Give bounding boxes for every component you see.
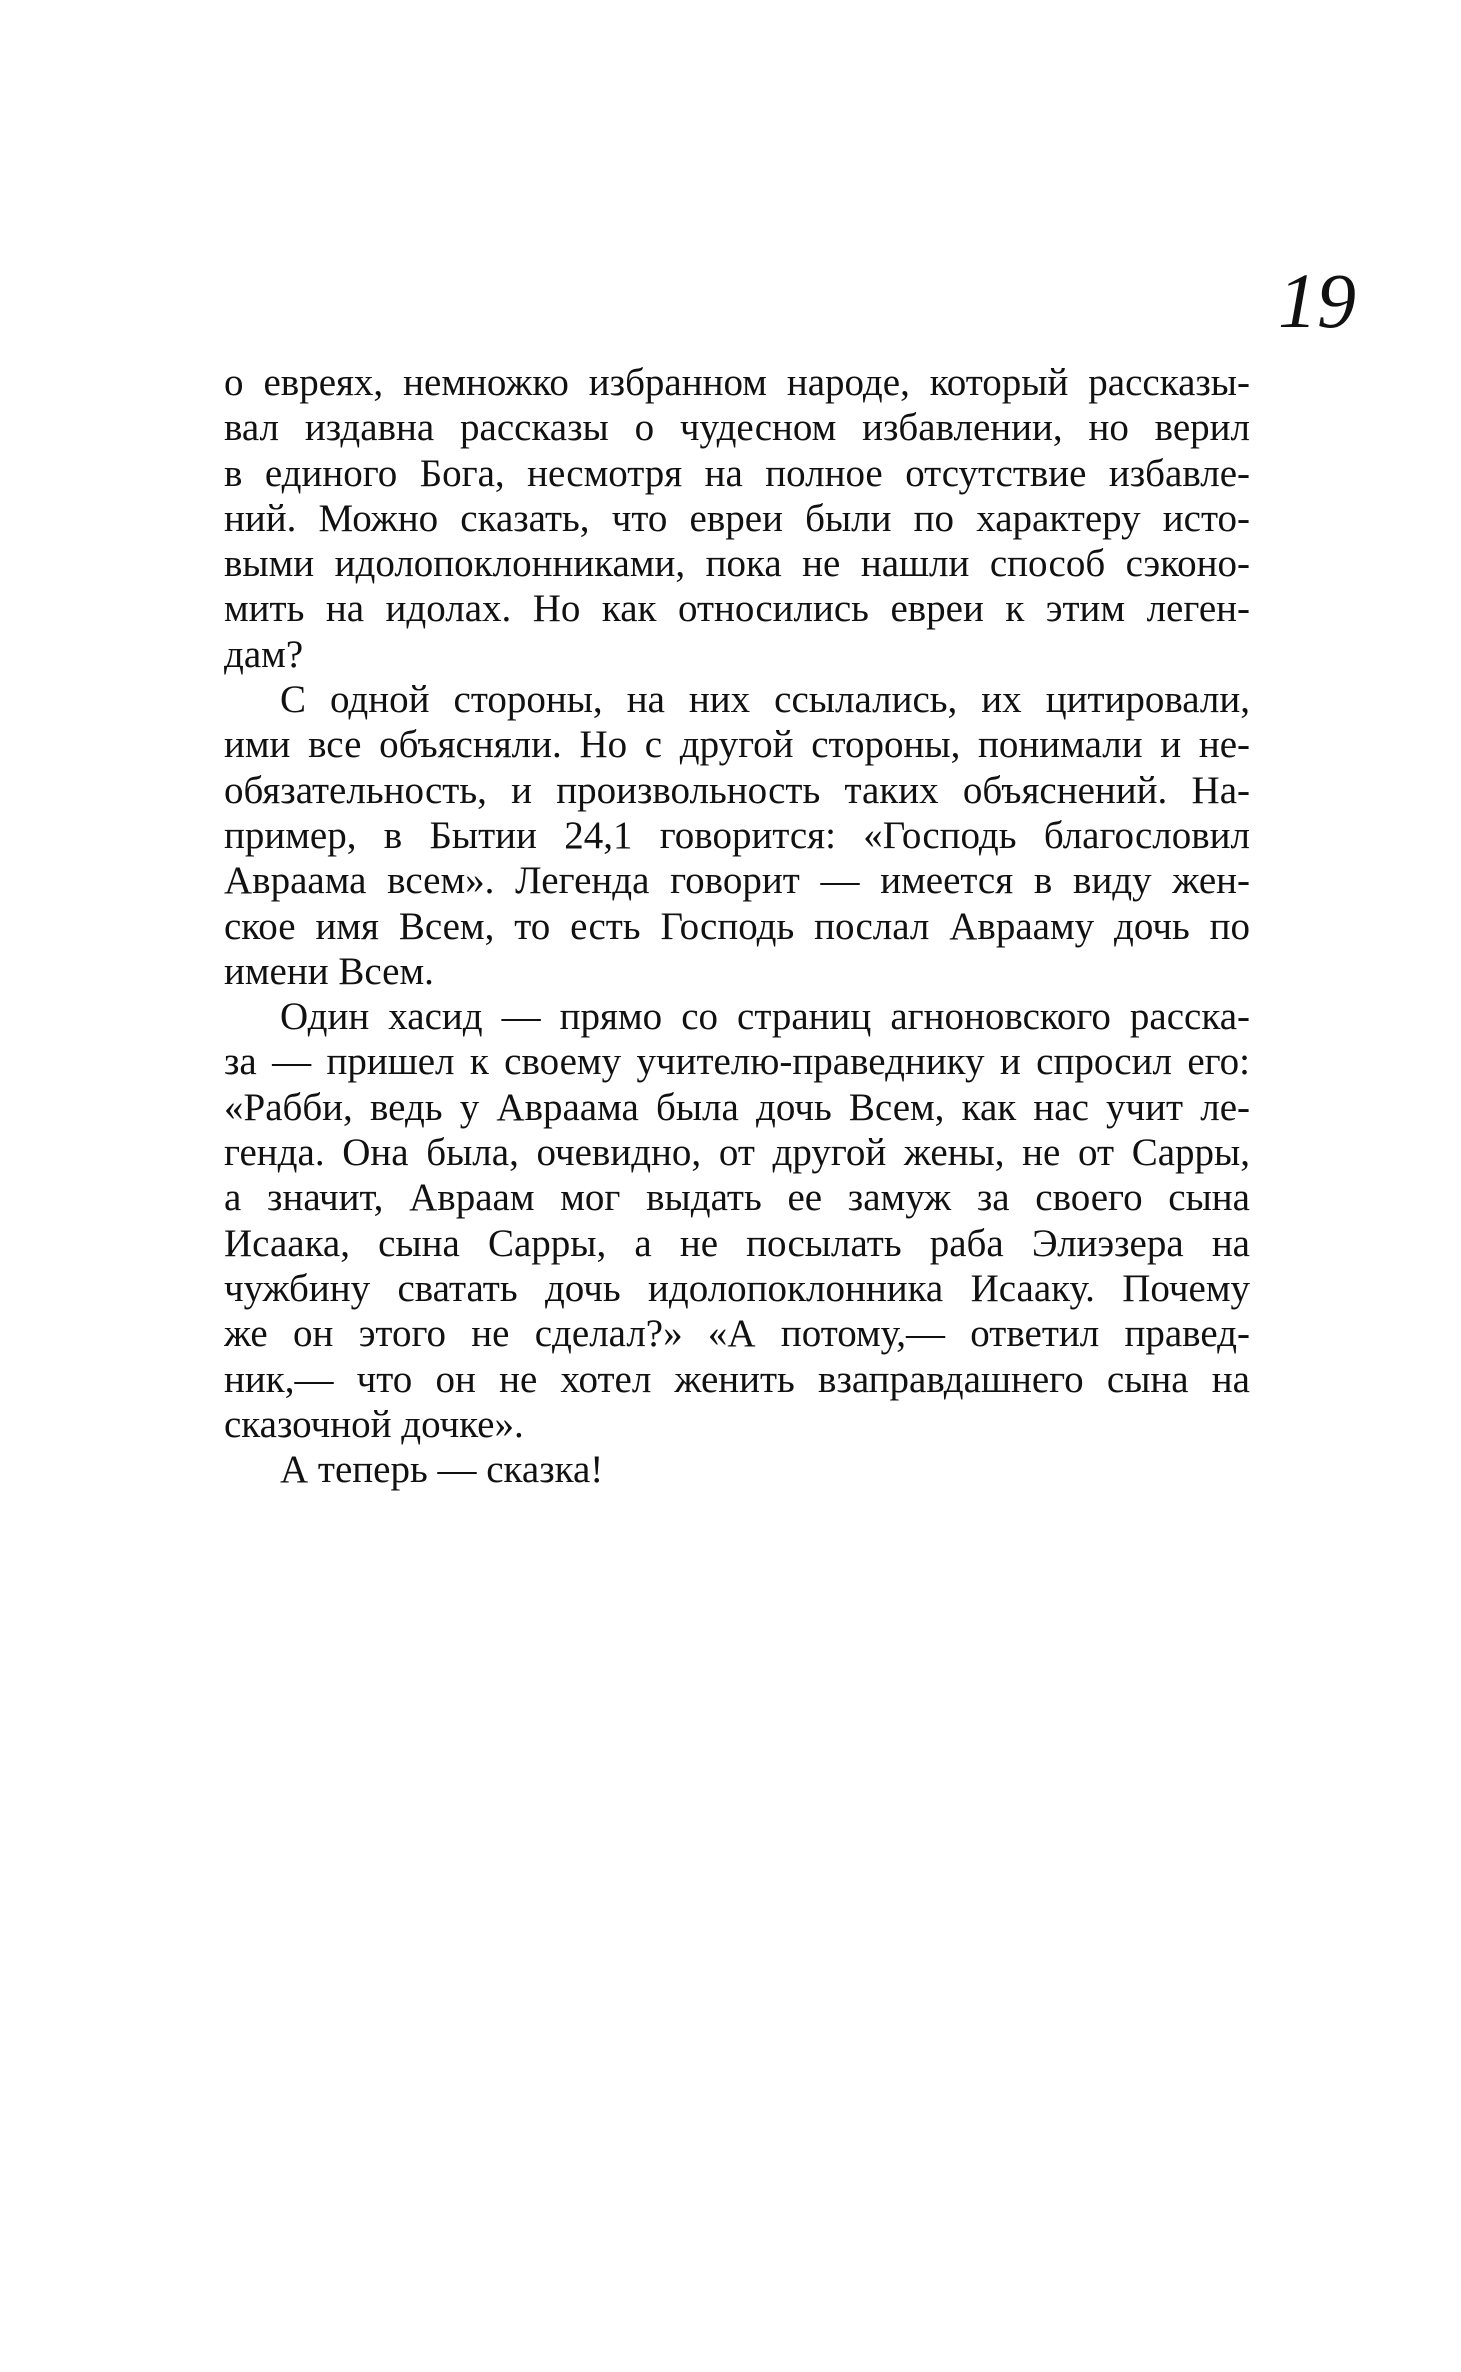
text-line: «Рабби, ведь у Авраама была дочь Всем, как нас учит ле-	[224, 1085, 1250, 1129]
text-line: же он этого не сделал?» «А потому,— ответил правед-	[224, 1312, 1250, 1356]
text-line: в единого Бога, несмотря на полное отсутствие избавле-	[224, 451, 1250, 495]
text-line: ское имя Всем, то есть Господь послал Аврааму дочь по	[224, 904, 1250, 948]
page-number: 19	[1278, 257, 1356, 344]
text-line: Авраама всем». Легенда говорит — имеется в виду жен-	[224, 859, 1250, 903]
text-line: генда. Она была, очевидно, от другой жены, не от Сарры,	[224, 1131, 1250, 1175]
text-line: Исаака, сына Сарры, а не посылать раба Элиэзера на	[224, 1221, 1250, 1265]
text-line: сказочной дочке».	[224, 1402, 524, 1446]
text-line: мить на идолах. Но как относились евреи к этим леген-	[224, 587, 1250, 631]
text-line: пример, в Бытии 24,1 говорится: «Господь благословил	[224, 813, 1250, 857]
text-line: выми идолопоклонниками, пока не нашли способ сэконо-	[224, 542, 1250, 586]
text-line: ник,— что он не хотел женить взаправдашнего сына на	[224, 1357, 1250, 1401]
text-line: за — пришел к своему учителю-праведнику и спросил его:	[224, 1040, 1250, 1084]
text-line: Один хасид — прямо со страниц агноновского расска-	[280, 995, 1250, 1039]
text-line: ний. Можно сказать, что евреи были по характеру исто-	[224, 496, 1250, 540]
text-line: дам?	[224, 632, 304, 676]
body-text	[224, 360, 1250, 1492]
text-line: вал издавна рассказы о чудесном избавлении, но верил	[224, 406, 1250, 450]
text-line: С одной стороны, на них ссылались, их цитировали,	[280, 678, 1250, 722]
text-line: а значит, Авраам мог выдать ее замуж за своего сына	[224, 1176, 1250, 1220]
text-line: А теперь — сказка!	[280, 1448, 604, 1492]
text-line: обязательность, и произвольность таких объяснений. На-	[224, 768, 1250, 812]
text-line: имени Всем.	[224, 949, 434, 993]
text-line: о евреях, немножко избранном народе, который рассказы-	[224, 361, 1250, 404]
text-line: ими все объясняли. Но с другой стороны, понимали и не-	[224, 723, 1250, 767]
text-line: чужбину сватать дочь идолопоклонника Исааку. Почему	[224, 1266, 1250, 1310]
